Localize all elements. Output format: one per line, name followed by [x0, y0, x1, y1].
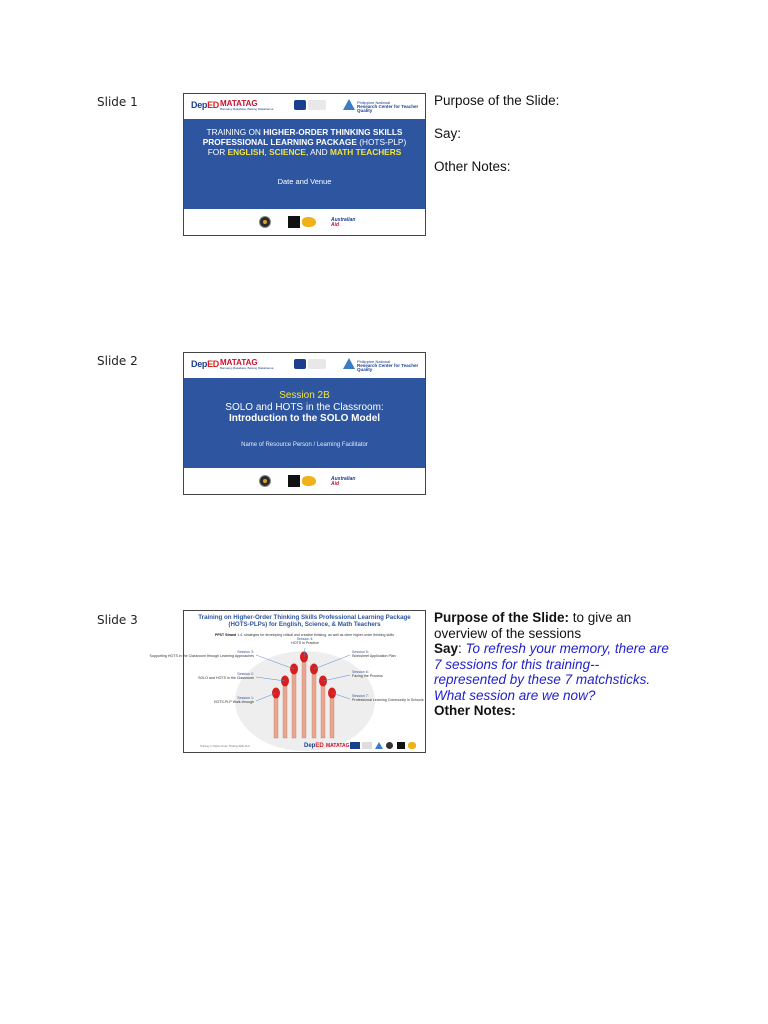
slide-2-title-line1: SOLO and HOTS in the Classroom:	[225, 402, 384, 413]
partner-logo-icon	[294, 359, 306, 369]
slide-1-title: TRAINING ON HIGHER-ORDER THINKING SKILLS PROFESSIONAL LEARNING PACKAGE (HOTS-PLP) FOR ENGLISH, SCIENCE, AND MATH TEACHERS	[202, 127, 407, 157]
matchstick-6	[321, 681, 325, 738]
matchstick-1	[274, 693, 278, 738]
australian-aid-logo: Australian Aid	[331, 217, 356, 228]
slide-3-label: Slide 3	[97, 613, 138, 627]
nrc-logo-icon	[375, 742, 383, 749]
slide-2-title-line2: Introduction to the SOLO Model	[228, 413, 381, 424]
slide-3-other-notes: Other Notes:	[434, 703, 516, 718]
matchsticks-diagram	[149, 611, 427, 754]
slide-footer-bar	[184, 209, 425, 235]
slide-header-bar	[184, 94, 425, 119]
slide-footer-bar	[184, 468, 425, 494]
seal-icon	[386, 742, 393, 749]
slide-2-session-number: Session 2B	[279, 390, 330, 401]
seal-icon	[259, 216, 271, 228]
partner-logo-icon	[308, 100, 326, 110]
matatag-logo: MATATAG	[326, 743, 350, 749]
slide-header-bar	[184, 353, 425, 378]
slide-3-say: Say: To refresh your memory, there are 7 sessions for this training--represented by these 7 matchsticks. What session are we now?	[434, 641, 669, 703]
deped-logo: DepED	[304, 743, 324, 749]
session-label-7: Session 7: Professional Learning Community in Schools	[352, 694, 424, 703]
slide-1-thumbnail[interactable]	[183, 93, 426, 236]
session-label-2: Session 2: SOLO and HOTS in the Classroom	[198, 672, 254, 681]
partner-square-icon	[288, 216, 300, 228]
slide-3-footer-text: Training on Higher-Order Thinking Skills PLP	[200, 745, 250, 748]
matchstick-3	[292, 669, 296, 738]
partner-square-icon	[397, 742, 405, 749]
slide-1-date-venue: Date and Venue	[277, 177, 332, 186]
session-label-4: Session 4: HOTS in Practice	[291, 637, 319, 646]
nrc-logo-text: Philippine National Research Center for Teacher Quality	[357, 100, 419, 113]
australia-map-icon	[408, 742, 416, 749]
australia-map-icon	[302, 217, 316, 227]
slide-2-label: Slide 2	[97, 354, 138, 368]
partner-logo-icon	[350, 742, 360, 749]
slide-3-title: Training on Higher-Order Thinking Skills Professional Learning Package (HOTS-PLPs) for English, Science, & Math Teachers	[198, 614, 411, 628]
session-label-6: Session 6: Facing the Process	[352, 670, 383, 679]
session-label-3: Session 3: Supporting HOTS in the Classroom through Learning Approaches	[149, 650, 254, 659]
matchstick-2	[283, 681, 287, 738]
matchstick-4	[302, 657, 306, 738]
nrc-logo-icon	[343, 99, 355, 110]
nrc-logo-text: Philippine National Research Center for Teacher Quality	[357, 359, 419, 372]
slide-3-footer	[184, 738, 425, 752]
seal-icon	[259, 475, 271, 487]
slide-2-facilitator: Name of Resource Person / Learning Facilitator	[241, 442, 368, 448]
slide-3-thumbnail[interactable]	[149, 610, 426, 753]
deped-logo: DepED	[191, 100, 220, 110]
matatag-logo: MATATAG Bansang Makabata, Batang Makabansa	[220, 99, 274, 111]
matchstick-7	[330, 693, 334, 738]
matchstick-5	[312, 669, 316, 738]
australia-map-icon	[302, 476, 316, 486]
slide-1-label: Slide 1	[97, 95, 138, 109]
partner-logo-icon	[294, 100, 306, 110]
deped-logo: DepED	[191, 359, 220, 369]
partner-square-icon	[288, 475, 300, 487]
slide-1-purpose-label: Purpose of the Slide:	[434, 93, 560, 108]
slide-1-other-notes-label: Other Notes:	[434, 159, 511, 174]
slide-1-say-label: Say:	[434, 126, 462, 141]
session-label-1: Session 1: HOTS-PLP Walk-through	[213, 696, 254, 705]
session-label-5: Session 5: Worksheet Application Plan	[352, 650, 396, 659]
partner-logo-icon	[362, 742, 372, 749]
nrc-logo-icon	[343, 358, 355, 369]
partner-logo-icon	[308, 359, 326, 369]
matatag-logo: MATATAG Bansang Makabata, Batang Makabansa	[220, 358, 274, 370]
slide-2-thumbnail[interactable]	[183, 352, 426, 495]
slide-3-purpose: Purpose of the Slide: to give an overview of the sessions	[434, 610, 632, 641]
slide-3-notes	[434, 610, 669, 719]
australian-aid-logo: Australian Aid	[331, 476, 356, 487]
slide-3-ppst-strand: PPST Strand 1.4. strategies for developing critical and creative thinking, as well as other higher-order thinking skills	[215, 633, 394, 637]
